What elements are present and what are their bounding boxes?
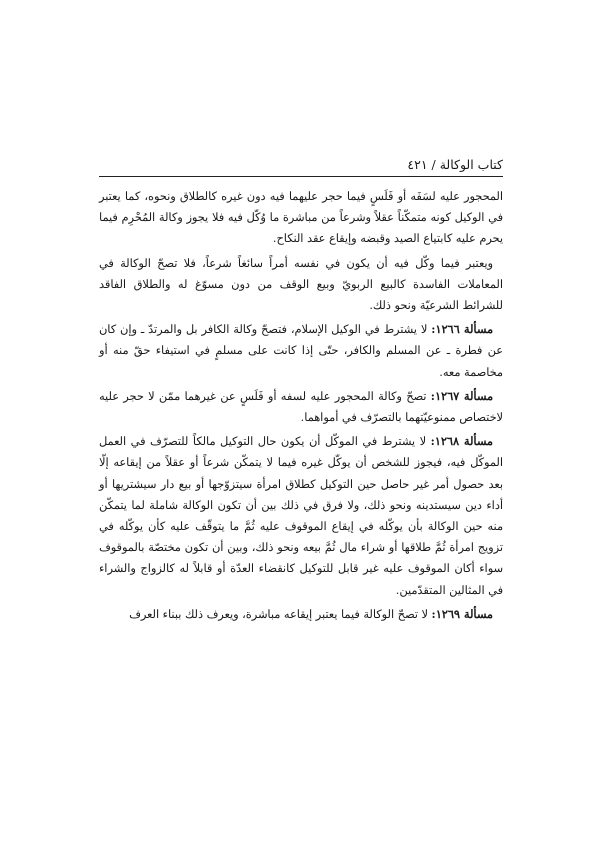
paragraph-text: المحجور عليه لسَفَه أو فَلَسٍ فيما حجر عليهما فيه دون غيره كالطلاق ونحوه، كما يعتبر في الوكيل كونه متمكّناً عقلاً وشرعاً من مباشرة ما وُكّل فيه فلا يجوز وكالة المُحْرِم فيما يحرم عليه كابتياع الصيد وقبضه وإيقاع عقد النكاح. [99,190,503,246]
issue-paragraph [99,319,503,383]
issue-paragraph [99,431,503,601]
issue-number: مسألة ١٢٦٦: [431,322,493,337]
issue-paragraph [99,386,503,428]
paragraph-text: تصحّ وكالة المحجور عليه لسفه أو فَلَسٍ عن غيرهما ممّن لا حجر عليه لاختصاص ممنوعيّتهما بالتصرّف في أمواهما. [99,389,503,425]
paragraph [99,186,503,250]
paragraph-text: لا يشترط في الوكيل الإسلام، فتصحّ وكالة الكافر بل والمرتدّ ـ وإن كان عن فطرة ـ عن المسلم والكافر، حتّى إذا كانت على مسلمٍ في استيفاء حقّ منه أو مخاصمة معه. [99,323,503,379]
paragraph [99,253,503,317]
running-title: كتاب الوكالة / ٤٢١ [407,157,503,172]
paragraph-text: ويعتبر فيما وكّل فيه أن يكون في نفسه أمراً سائغاً شرعاً، فلا تصحّ الوكالة في المعاملات الفاسدة كالبيع الربويّ وبيع الوقف من دون مسوّغ له والطلاق الفاقد للشرائط الشرعيّة ونحو ذلك. [99,256,503,313]
issue-number: مسألة ١٢٦٨: [430,434,493,449]
issue-number: مسألة ١٢٦٩: [431,606,493,621]
page-body [99,186,503,628]
page-header [99,157,503,177]
issue-paragraph [99,604,503,625]
paragraph-text: لا تصحّ الوكالة فيما يعتبر إيقاعه مباشرة، ويعرف ذلك ببناء العرف [129,607,432,621]
issue-number: مسألة ١٢٦٧: [430,388,493,403]
paragraph-text: لا يشترط في الموكّل أن يكون حال التوكيل مالكاً للتصرّف في العمل الموكّل فيه، فيجوز للشخص أن يوكّل غيره فيما لا يتمكّن شرعاً أو عقلاً من إيقاعه إلّا بعد حصول أمر غير حاصل حين التوكيل كطلاق امرأة سيتزوّجها أو بيع دار سيشتريها أو أداء دين سيستدينه ونحو ذلك، ولا فرق في ذلك بين أن تكون الوكالة شاملة لما يتمكّن منه حين الوكالة بأن يوكّله في إيقاع الموقوف عليه ثُمَّ ما يتوقّف عليه كأن يوكّله في تزويج امرأة ثُمَّ طلاقها أو شراء مال ثُمَّ بيعه ونحو ذلك، وبين أن تكون مختصّة بالموقوف سواء أكان الموقوف عليه غير قابل للتوكيل كانقضاء العدّة أو قابلاً له كالزواج والشراء في المثالين المتقدّمين. [99,435,503,597]
